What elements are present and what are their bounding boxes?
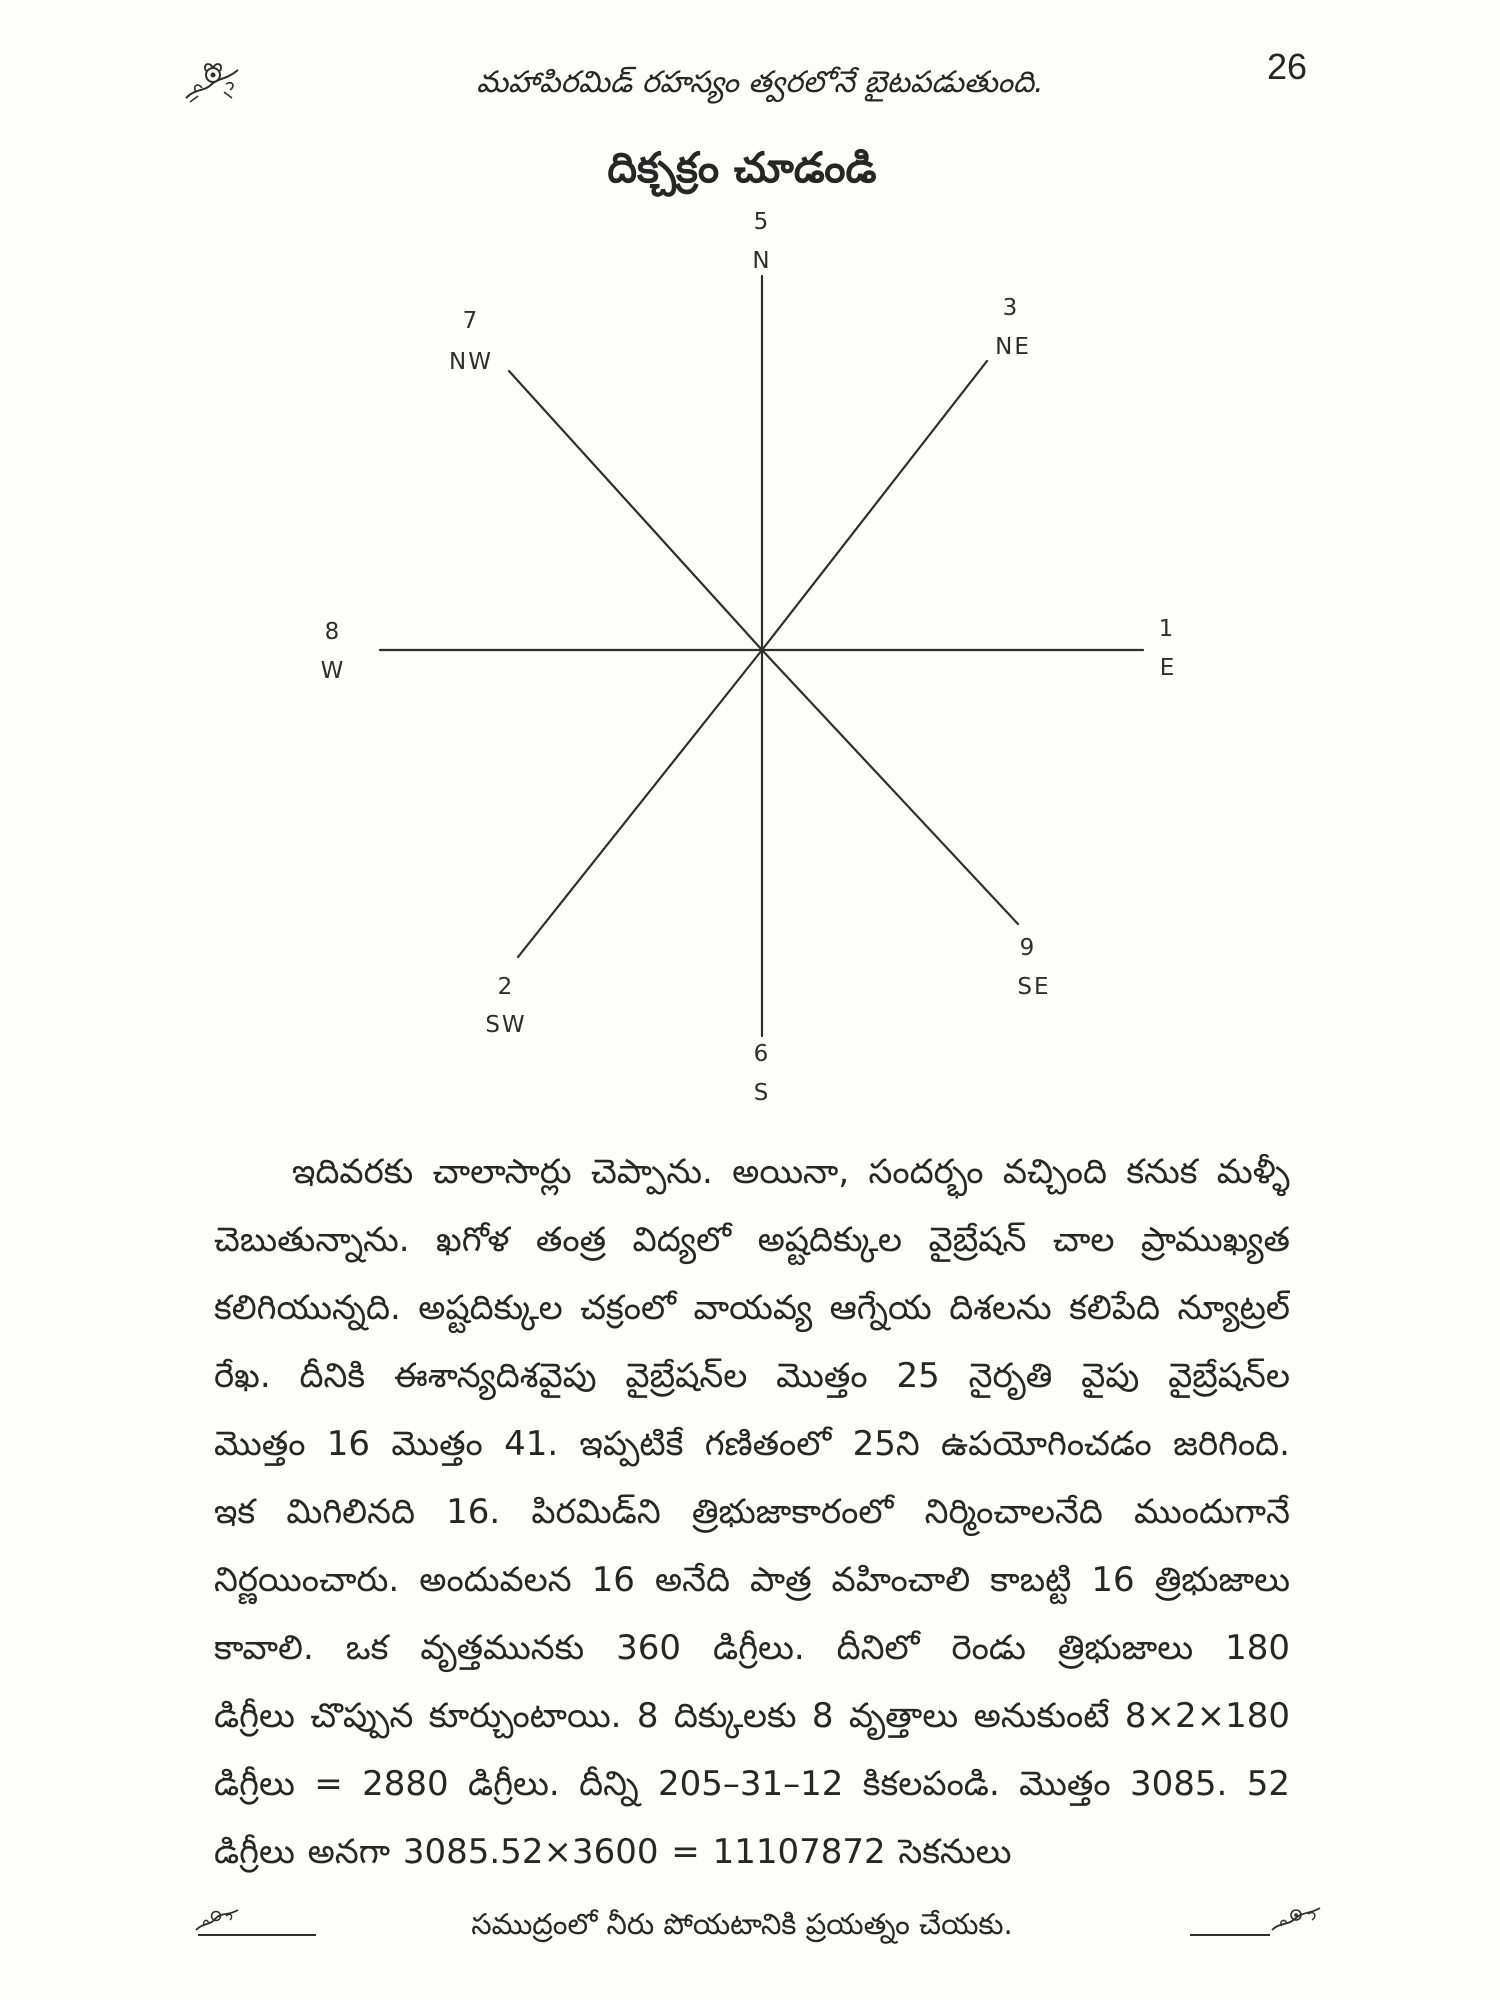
footer-rule-left <box>198 1934 316 1936</box>
body-line: డిగ్రీలు చొప్పున కూర్చుంటాయి. 8 దిక్కులకు 8 వృత్తాలు అనుకుంటే 8×2×180 <box>214 1696 1290 1736</box>
body-line: కలిగియున్నది. అష్టదిక్కుల చక్రంలో వాయవ్య ఆగ్నేయ దిశలను కలిపేది న్యూట్రల్ <box>214 1288 1290 1328</box>
compass-north-label: N <box>752 248 772 274</box>
body-line: మొత్తం 16 మొత్తం 41. ఇప్పటికే గణితంలో 25ని ఉపయోగించడం జరిగింది. <box>214 1424 1290 1464</box>
body-line: ఇక మిగిలినది 16. పిరమిడ్‌ని త్రిభుజాకారంలో నిర్మించాలనేది ముందుగానే <box>214 1492 1290 1532</box>
compass-ray-northeast <box>762 361 987 650</box>
page-title: దిక్చక్రం చూడండి <box>607 143 877 192</box>
body-paragraph <box>214 1138 1290 1886</box>
compass-southwest-number: 2 <box>497 974 515 1000</box>
compass-south-number: 6 <box>753 1041 771 1067</box>
body-line: చెబుతున్నాను. ఖగోళ తంత్ర విద్యలో అష్టదిక్కుల వైబ్రేషన్ చాల ప్రాముఖ్యత <box>214 1220 1290 1260</box>
body-line: రేఖ. దీనికి ఈశాన్యదిశవైపు వైబ్రేషన్‌ల మొత్తం 25 నైరృతి వైపు వైబ్రేషన్‌ల <box>214 1356 1290 1396</box>
compass-east-number: 1 <box>1158 616 1176 642</box>
compass-southeast-label: SE <box>1017 974 1051 1000</box>
body-line: కావాలి. ఒక వృత్తమునకు 360 డిగ్రీలు. దీనిలో రెండు త్రిభుజాలు 180 <box>214 1628 1290 1668</box>
compass-ray-northwest <box>509 371 762 650</box>
flower-ornament-icon <box>1268 1900 1324 1936</box>
compass-southeast-number: 9 <box>1019 935 1037 961</box>
compass-northeast-label: NE <box>995 334 1031 360</box>
body-line: నిర్ణయించారు. అందువలన 16 అనేది పాత్ర వహించాలి కాబట్టి 16 త్రిభుజాలు <box>214 1560 1290 1600</box>
compass-west-label: W <box>320 658 346 684</box>
flower-ornament-icon <box>194 1904 242 1936</box>
body-line: ఇదివరకు చాలాసార్లు చెప్పాను. అయినా, సందర్భం వచ్చింది కనుక మళ్ళీ <box>292 1152 1290 1192</box>
compass-south-label: S <box>753 1080 771 1106</box>
body-line: డిగ్రీలు = 2880 డిగ్రీలు. దీన్ని 205–31–12 కికలపండి. మొత్తం 3085. 52 <box>214 1764 1290 1804</box>
footer-proverb: సముద్రంలో నీరు పోయటానికి ప్రయత్నం చేయకు. <box>471 1907 1013 1941</box>
running-title: మహాపిరమిడ్ రహస్యం త్వరలోనే బైటపడుతుంది. <box>476 65 1044 100</box>
compass-west-number: 8 <box>324 619 342 645</box>
compass-northeast-number: 3 <box>1002 295 1020 321</box>
compass-east-label: E <box>1159 655 1177 681</box>
compass-northwest-number: 7 <box>462 308 480 334</box>
body-line: డిగ్రీలు అనగా 3085.52×3600 = 11107872 సెకనులు <box>214 1832 1012 1872</box>
compass-southwest-label: SW <box>485 1012 527 1038</box>
footer-rule-right <box>1190 1934 1270 1936</box>
compass-northwest-label: NW <box>449 349 493 375</box>
compass-north-number: 5 <box>753 209 771 235</box>
compass-ray-southwest <box>518 650 762 957</box>
flower-ornament-icon <box>182 58 244 108</box>
compass-ray-southeast <box>762 650 1018 924</box>
page-number: 26 <box>1266 46 1308 87</box>
